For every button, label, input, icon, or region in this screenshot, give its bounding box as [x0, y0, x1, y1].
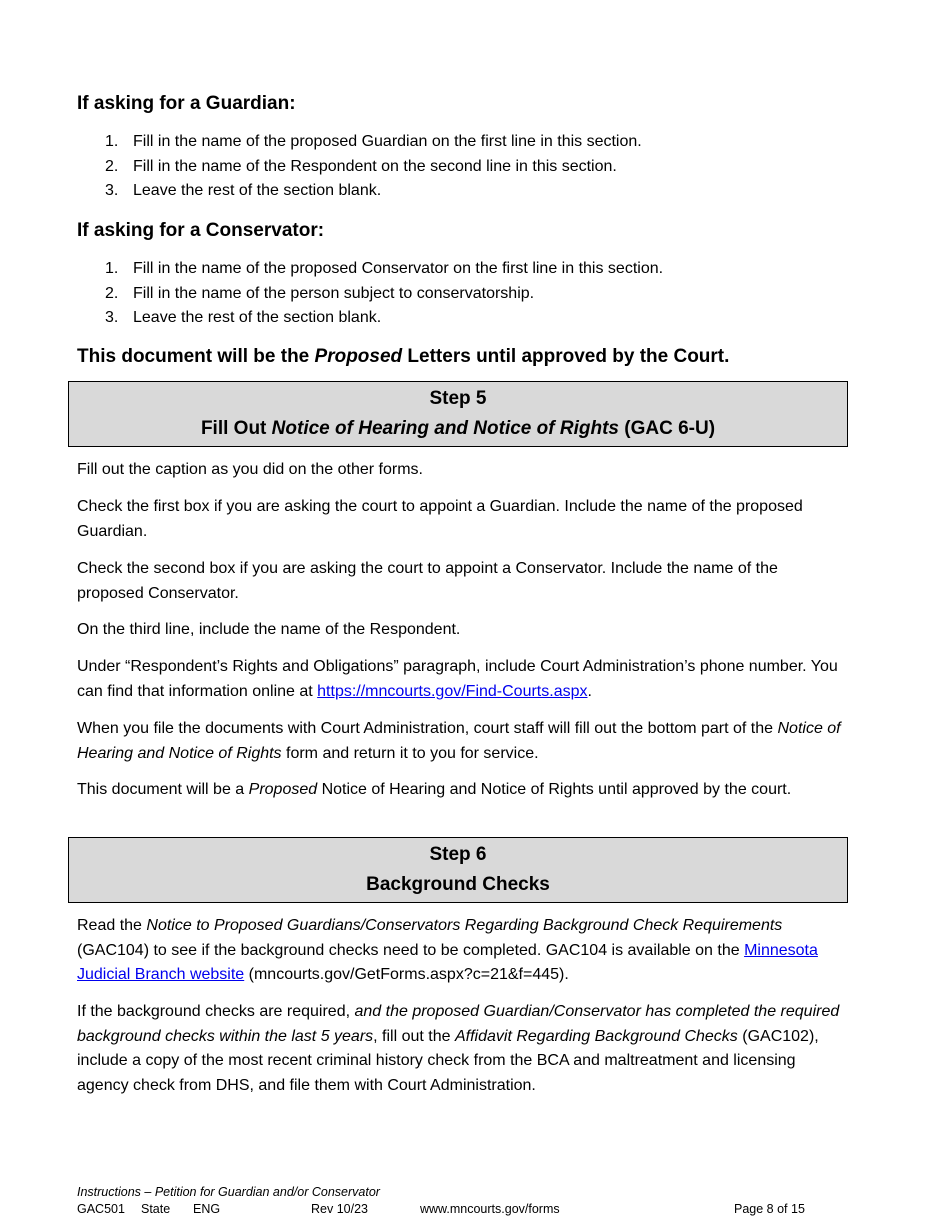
list-item: 2. Fill in the name of the person subject to conservatorship. — [105, 284, 535, 302]
list-item: 1. Fill in the name of the proposed Guardian on the first line in this section. — [105, 133, 642, 150]
footer-title: Instructions – Petition for Guardian and/or Conservator — [77, 1185, 380, 1199]
find-courts-link[interactable]: https://mncourts.gov/Find-Courts.aspx — [317, 682, 588, 700]
guardian-heading: If asking for a Guardian: — [77, 93, 296, 114]
step5-paragraph-2: Check the first box if you are asking the court to appoint a Guardian. Include the name of the proposed Guardian. — [77, 498, 803, 540]
step6-paragraph-1: Read the Notice to Proposed Guardians/Conservators Regarding Background Check Requirements (GAC104) to see if the background checks need to be completed. GAC104 is available on the Minnesota Judicial Branch website (mncourts.gov/GetForms.aspx?c=21&f=445). — [77, 917, 818, 983]
step5-paragraph-4: On the third line, include the name of the Respondent. — [77, 621, 461, 638]
footer-scope: State — [141, 1202, 171, 1216]
step6-label: Step 6 — [429, 844, 487, 865]
footer-url: www.mncourts.gov/forms — [420, 1202, 560, 1216]
footer-form-number: GAC501 — [77, 1202, 125, 1216]
step6-header — [68, 837, 848, 903]
guardian-list — [77, 130, 642, 204]
footer-row — [77, 1201, 837, 1218]
list-item: 2. Fill in the name of the Respondent on the second line in this section. — [105, 157, 617, 175]
step6-paragraph-2: If the background checks are required, and the proposed Guardian/Conservator has completed the required background checks within the last 5 years, fill out the Affidavit Regarding Background Checks (GAC102), include a copy of the most recent criminal history check from the BCA and maltreatment and licensing agency check from DHS, and file them with Court Administration. — [77, 1003, 840, 1094]
step5-paragraph-3: Check the second box if you are asking the court to appoint a Conservator. Include the name of the proposed Conservator. — [77, 560, 778, 602]
conservator-list — [77, 257, 663, 331]
judicial-branch-link[interactable]: Minnesota Judicial Branch website — [77, 941, 818, 983]
step5-label: Step 5 — [429, 388, 487, 409]
footer-language: ENG — [193, 1202, 221, 1216]
list-item: 3. Leave the rest of the section blank. — [105, 182, 382, 199]
letters-note: This document will be the Proposed Letters until approved by the Court. — [77, 346, 730, 367]
step5-paragraph-5: Under “Respondent’s Rights and Obligations” paragraph, include Court Administration’s phone number. You can find that information online at https://mncourts.gov/Find-Courts.aspx. — [77, 658, 838, 700]
step6-title: Background Checks — [366, 874, 550, 895]
step5-paragraph-6: When you file the documents with Court Administration, court staff will fill out the bottom part of the Notice of Hearing and Notice of Rights form and return it to you for service. — [77, 720, 841, 762]
conservator-heading: If asking for a Conservator: — [77, 220, 325, 241]
footer-page-number: Page 8 of 15 — [734, 1202, 805, 1216]
list-item: 1. Fill in the name of the proposed Conservator on the first line in this section. — [105, 260, 664, 277]
step5-header — [68, 381, 848, 447]
step5-title: Fill Out Notice of Hearing and Notice of Rights (GAC 6-U) — [200, 418, 716, 439]
list-item: 3. Leave the rest of the section blank. — [105, 309, 382, 326]
step5-paragraph-1: Fill out the caption as you did on the other forms. — [77, 461, 423, 478]
step5-paragraph-7: This document will be a Proposed Notice of Hearing and Notice of Rights until approved by the court. — [77, 781, 792, 798]
page-footer — [77, 1184, 837, 1218]
footer-revision: Rev 10/23 — [311, 1202, 368, 1216]
